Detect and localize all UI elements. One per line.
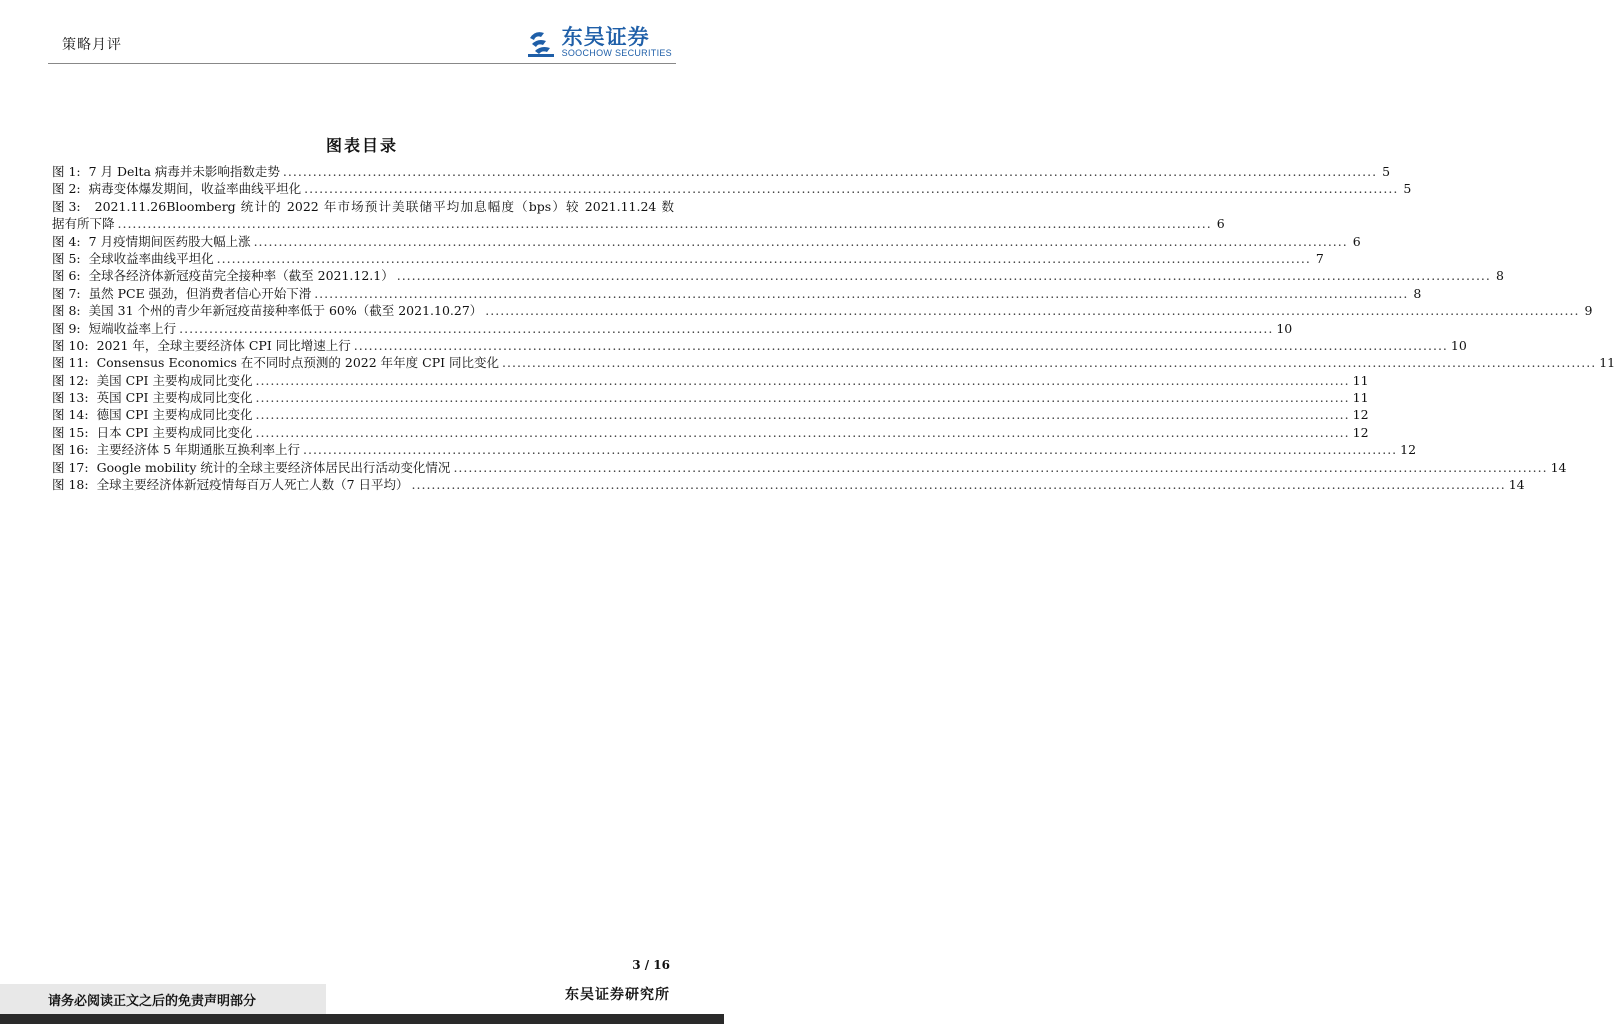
- toc-entry-number: 图 6:: [52, 268, 81, 284]
- toc-entry-number: 图 17:: [52, 459, 89, 475]
- toc-entry-label: 2021.11.26Bloomberg 统计的 2022 年市场预计美联储平均加息幅度（bps）较 2021.11.24 数: [94, 198, 674, 214]
- toc-entry[interactable]: [52, 249, 1324, 266]
- toc-leader-dots: ............................................................................................................................................................................................................................: [453, 459, 1548, 475]
- toc-entry-page: 5: [1382, 164, 1391, 179]
- toc-leader-dots: ............................................................................................................................................................................................................................: [304, 181, 1399, 197]
- toc-entry-label: 短端收益率上行: [88, 320, 177, 336]
- toc-entry-label: 全球各经济体新冠疫苗完全接种率（截至 2021.12.1）: [88, 268, 394, 284]
- logo-english-name: SOOCHOW SECURITIES: [561, 48, 672, 58]
- toc-entry-number: 图 7:: [52, 285, 81, 301]
- toc-entry-number: 图 1:: [52, 164, 81, 179]
- toc-entry-page: 7: [1315, 250, 1324, 266]
- toc-entry-number: 图 12:: [52, 372, 89, 388]
- report-type-label: 策略月评: [62, 37, 122, 53]
- toc-entry[interactable]: [52, 319, 1293, 336]
- toc-entry-label: 美国 31 个州的青少年新冠疫苗接种率低于 60%（截至 2021.10.27）: [88, 303, 483, 319]
- toc-entry-page: 14: [1508, 477, 1525, 493]
- toc-entry-number: 图 14:: [52, 407, 89, 423]
- toc-entry-page: 8: [1413, 285, 1422, 301]
- toc-entry-label: Consensus Economics 在不同时点预测的 2022 年年度 CPI 同比变化: [96, 355, 500, 371]
- toc-entry[interactable]: [52, 266, 1504, 284]
- toc-entry-label-cont: 据有所下降: [52, 216, 115, 232]
- toc-entry-label: 虽然 PCE 强劲，但消费者信心开始下滑: [88, 285, 312, 301]
- toc-entry-number: 图 11:: [52, 355, 89, 371]
- toc-entry-number: 图 16:: [52, 442, 89, 458]
- toc-entry-continuation[interactable]: [52, 214, 1225, 232]
- toc-entry[interactable]: [52, 388, 1369, 406]
- toc-leader-dots: ............................................................................................................................................................................................................................: [255, 424, 1350, 440]
- toc-leader-dots: ............................................................................................................................................................................................................................: [255, 372, 1350, 388]
- toc-entry-page: 6: [1352, 233, 1361, 249]
- toc-entry-number: 图 4:: [52, 233, 81, 249]
- toc-entry-page: 11: [1599, 355, 1615, 371]
- toc-leader-dots: ............................................................................................................................................................................................................................: [485, 303, 1580, 319]
- toc-entry-page: 6: [1216, 216, 1225, 232]
- toc-entry[interactable]: [52, 179, 1412, 197]
- toc-leader-dots: ............................................................................................................................................................................................................................: [117, 216, 1212, 232]
- toc-entry-label: 7 月疫情期间医药股大幅上涨: [88, 233, 251, 249]
- toc-leader-dots: ............................................................................................................................................................................................................................: [255, 390, 1350, 406]
- toc-entry[interactable]: [52, 301, 1593, 319]
- toc-entry-page: 11: [1352, 390, 1369, 406]
- toc-entry[interactable]: [52, 423, 1369, 440]
- toc-leader-dots: ............................................................................................................................................................................................................................: [253, 233, 1348, 249]
- toc-entry-number: 图 8:: [52, 303, 81, 319]
- toc-entry-number: 图 13:: [52, 390, 89, 406]
- footer-bar: [0, 1014, 724, 1024]
- toc-entry[interactable]: [52, 162, 1391, 179]
- toc-entry-page: 12: [1352, 407, 1369, 423]
- toc-title: 图表目录: [325, 136, 398, 155]
- toc-entry-page: 10: [1450, 337, 1467, 353]
- toc-leader-dots: ............................................................................................................................................................................................................................: [502, 355, 1597, 371]
- toc-entry-page: 12: [1400, 442, 1417, 458]
- toc-entry-label: 全球主要经济体新冠疫情每百万人死亡人数（7 日平均）: [96, 477, 409, 493]
- toc-entry[interactable]: [52, 353, 1615, 371]
- toc-entry[interactable]: [52, 458, 1567, 475]
- toc-leader-dots: ............................................................................................................................................................................................................................: [411, 477, 1506, 493]
- page-number: 3 / 16: [632, 958, 670, 972]
- toc-leader-dots: ............................................................................................................................................................................................................................: [179, 320, 1274, 336]
- toc-entry[interactable]: [52, 232, 1361, 249]
- toc-entry-label: 病毒变体爆发期间，收益率曲线平坦化: [88, 181, 302, 197]
- toc-entry-page: 9: [1584, 303, 1593, 319]
- toc-entry-label: 7 月 Delta 病毒并未影响指数走势: [88, 164, 280, 179]
- header-divider: [48, 63, 676, 64]
- toc-entry[interactable]: [52, 284, 1422, 301]
- toc-entry-page: 11: [1352, 372, 1369, 388]
- disclaimer-notice: 请务必阅读正文之后的免责声明部分: [48, 994, 257, 1009]
- toc-entry-label: 主要经济体 5 年期通胀互换利率上行: [96, 442, 300, 458]
- toc-entry-page: 5: [1403, 181, 1412, 197]
- institute-name: 东吴证券研究所: [565, 987, 670, 1003]
- toc-entry-number: 图 5:: [52, 250, 81, 266]
- soochow-logo-icon: [526, 28, 556, 58]
- toc-entry[interactable]: [52, 371, 1369, 388]
- toc-entry-number: 图 18:: [52, 477, 89, 493]
- toc-entry-number: 图 15:: [52, 424, 89, 440]
- toc-entry-number: 图 9:: [52, 320, 81, 336]
- toc-entry[interactable]: [52, 405, 1369, 423]
- toc-entry-label: 英国 CPI 主要构成同比变化: [96, 390, 253, 406]
- toc-entry[interactable]: [52, 440, 1417, 458]
- toc-leader-dots: ............................................................................................................................................................................................................................: [216, 250, 1311, 266]
- toc-leader-dots: ............................................................................................................................................................................................................................: [282, 164, 1378, 179]
- toc-entry-page: 14: [1550, 459, 1567, 475]
- toc-entry-label: 日本 CPI 主要构成同比变化: [96, 424, 253, 440]
- toc-entry-label: 德国 CPI 主要构成同比变化: [96, 407, 253, 423]
- toc-entry[interactable]: [52, 475, 1525, 493]
- toc-entry-label: 2021 年，全球主要经济体 CPI 同比增速上行: [96, 337, 351, 353]
- toc-leader-dots: ............................................................................................................................................................................................................................: [396, 268, 1491, 284]
- logo-chinese-name: 东吴证券: [561, 25, 650, 49]
- toc-entry-label: 全球收益率曲线平坦化: [88, 250, 214, 266]
- toc-entry-page: 8: [1495, 268, 1504, 284]
- toc-entry[interactable]: [52, 336, 1467, 353]
- company-logo: [526, 26, 672, 59]
- toc-entry-page: 12: [1352, 424, 1369, 440]
- toc-leader-dots: ............................................................................................................................................................................................................................: [303, 442, 1398, 458]
- figure-index: [52, 162, 1615, 493]
- toc-entry[interactable]: [52, 197, 674, 214]
- toc-leader-dots: ............................................................................................................................................................................................................................: [314, 285, 1409, 301]
- toc-leader-dots: ............................................................................................................................................................................................................................: [255, 407, 1350, 423]
- toc-entry-label: 美国 CPI 主要构成同比变化: [96, 372, 253, 388]
- toc-entry-page: 10: [1276, 320, 1293, 336]
- toc-entry-number: 图 2:: [52, 181, 81, 197]
- toc-leader-dots: ............................................................................................................................................................................................................................: [353, 337, 1448, 353]
- toc-entry-label: Google mobility 统计的全球主要经济体居民出行活动变化情况: [96, 459, 451, 475]
- toc-entry-number: 图 10:: [52, 337, 89, 353]
- toc-entry-number: 图 3:: [52, 198, 81, 214]
